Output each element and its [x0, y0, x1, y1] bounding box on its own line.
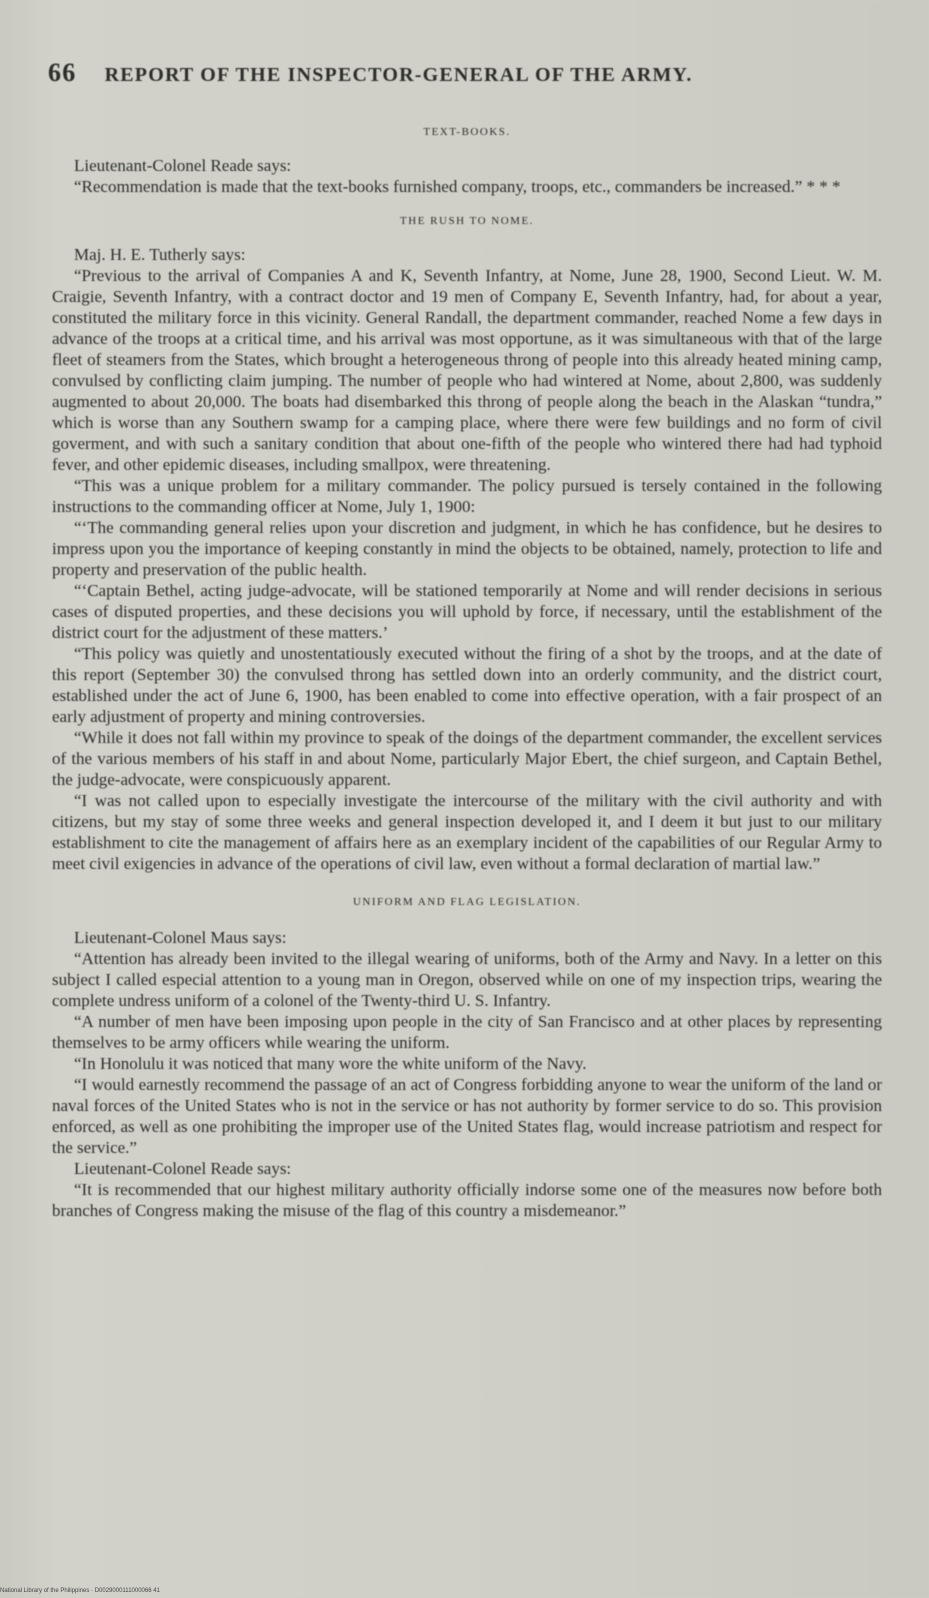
- section-heading-text-books: TEXT-BOOKS.: [423, 126, 511, 138]
- paragraph: “This was a unique problem for a military commander. The policy pursued is tersely contained in the following instructions to the commanding officer at Nome, July 1, 1900:: [52, 476, 882, 516]
- paragraph: “Attention has already been invited to the illegal wearing of uniforms, both of the Army and Navy. In a letter on this subject I called especial attention to a young man in Oregon, observed while on one of my inspection trips, wearing the complete undress uniform of a colonel of the Twenty-third U. S. Infantry.: [52, 949, 882, 1010]
- paragraph: “Previous to the arrival of Companies A and K, Seventh Infantry, at Nome, June 28, 1900, Second Lieut. W. M. Craigie, Seventh Infantry, with a contract doctor and 19 men of Company E, Seventh Infantry, had, for about a year, constituted the military force in this vicinity. General Randall, the department commander, reached Nome a few days in advance of the troops at a critical time, and his arrival was most opportune, as it was simultaneous with that of the large fleet of steamers from the States, which brought a heterogeneous throng of people into this already heated mining camp, convulsed by conflicting claim jumping. The number of people who had wintered at Nome, about 2,800, was suddenly augmented to about 20,000. The boats had disembarked this throng of people along the beach in the Alaskan “tundra,” which is worse than any Southern swamp for a camping place, where there were few buildings and no form of civil goverment, and with such a sanitary condition that about one-fifth of the people who wintered there had had typhoid fever, and other epidemic diseases, including smallpox, were threatening.: [52, 266, 882, 474]
- page-body: [52, 118, 882, 1221]
- paragraph: “It is recommended that our highest military authority officially indorse some one of the measures now before both branches of Congress making the misuse of the flag of this country a misdemeanor.”: [52, 1180, 882, 1220]
- running-title: REPORT OF THE INSPECTOR-GENERAL OF THE ARMY.: [104, 64, 693, 86]
- scan-footer: National Library of the Philippines · D0029000111000066 41: [0, 1588, 160, 1594]
- paragraph: “‘The commanding general relies upon your discretion and judgment, in which he has confidence, but he desires to impress upon you the importance of keeping constantly in mind the objects to be obtained, namely, protection to life and property and preservation of the public health.: [52, 518, 882, 579]
- paragraph: “I would earnestly recommend the passage of an act of Congress forbidding anyone to wear the uniform of the land or naval forces of the United States who is not in the service or has not authority by former service to do so. This provision enforced, as well as one prohibiting the improper use of the United States flag, would increase patriotism and respect for the service.”: [52, 1075, 882, 1157]
- section-heading-rush-to-nome: THE RUSH TO NOME.: [400, 215, 534, 227]
- page-number: 66: [48, 58, 77, 87]
- paragraph: “A number of men have been imposing upon people in the city of San Francisco and at other places by representing themselves to be army officers while wearing the uniform.: [52, 1012, 882, 1052]
- paragraph: Lieutenant-Colonel Reade says:: [74, 156, 292, 175]
- paragraph: “Recommendation is made that the text-books furnished company, troops, etc., commanders be increased.” * * *: [74, 177, 841, 196]
- paragraph: Lieutenant-Colonel Maus says:: [74, 928, 287, 947]
- paragraph: “While it does not fall within my province to speak of the doings of the department commander, the excellent services of the various members of his staff in and about Nome, particularly Major Ebert, the chief surgeon, and Captain Bethel, the judge-advocate, were conspicuously apparent.: [52, 728, 882, 789]
- paragraph: Maj. H. E. Tutherly says:: [74, 245, 246, 264]
- paragraph: “‘Captain Bethel, acting judge-advocate, will be stationed temporarily at Nome and will render decisions in serious cases of disputed properties, and these decisions you will uphold by force, if necessary, until the establishment of the district court for the adjustment of these matters.’: [52, 581, 882, 642]
- paragraph: “In Honolulu it was noticed that many wore the white uniform of the Navy.: [74, 1054, 587, 1073]
- section-heading-uniform-flag: UNIFORM AND FLAG LEGISLATION.: [352, 896, 582, 908]
- paragraph: Lieutenant-Colonel Reade says:: [74, 1159, 292, 1178]
- running-header: [48, 58, 808, 88]
- paragraph: “I was not called upon to especially investigate the intercourse of the military with the civil authority and with citizens, but my stay of some three weeks and general inspection developed it, and I deem it but just to our military establishment to cite the management of affairs here as an exemplary incident of the capabilities of our Regular Army to meet civil exigencies in advance of the operations of civil law, even without a formal declaration of martial law.”: [52, 791, 882, 873]
- paragraph: “This policy was quietly and unostentatiously executed without the firing of a shot by the troops, and at the date of this report (September 30) the convulsed throng has settled down into an orderly community, and the district court, established under the act of June 6, 1900, has been enabled to come into effective operation, with a fair prospect of an early adjustment of property and mining controversies.: [52, 644, 882, 726]
